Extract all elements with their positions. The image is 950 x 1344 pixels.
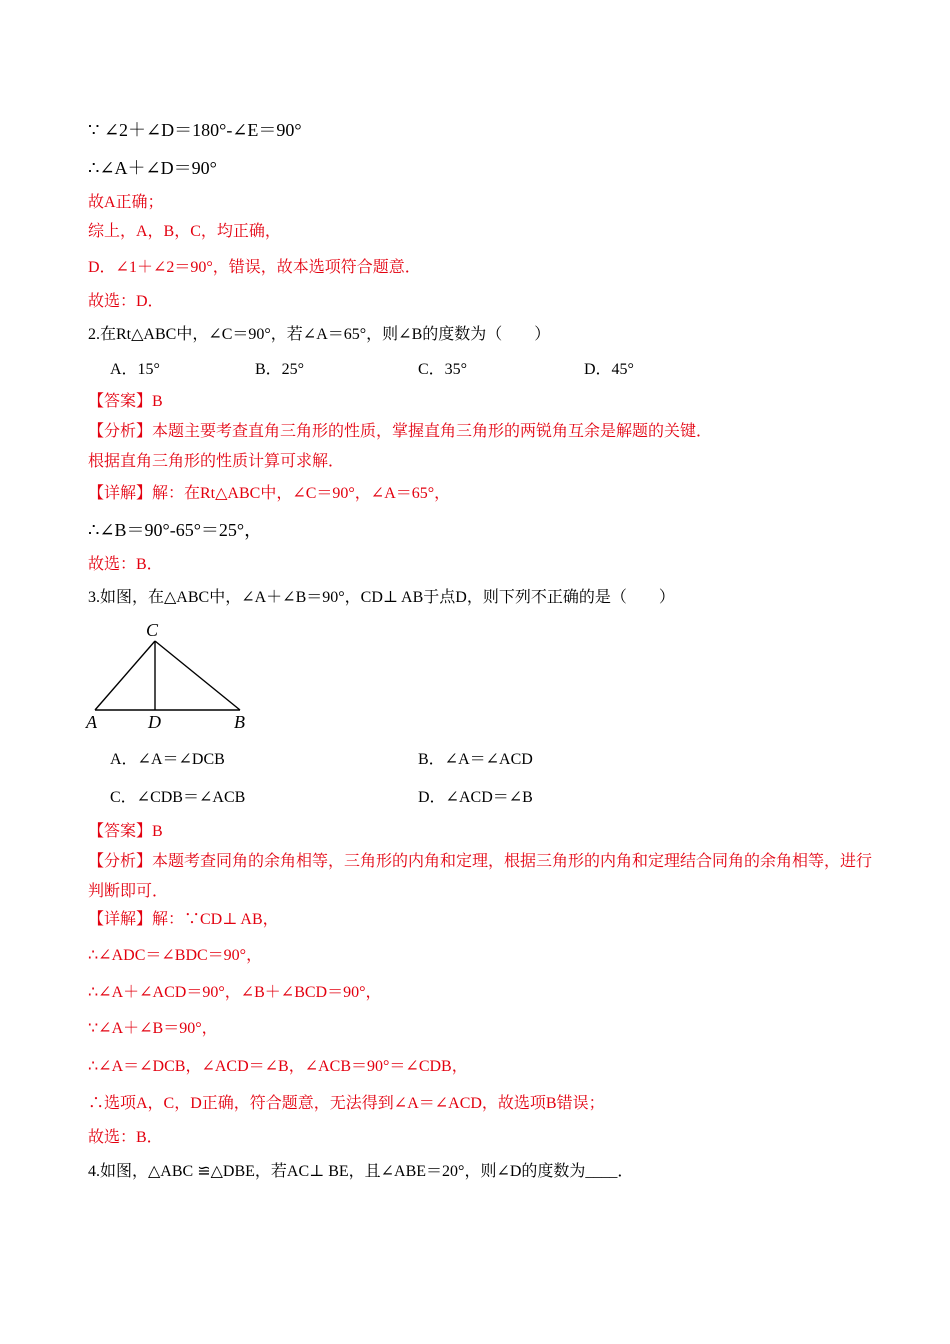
q3-detail-5: ∴∠A＝∠DCB，∠ACD＝∠B，∠ACB＝90°＝∠CDB，: [88, 1058, 468, 1075]
label-b: B: [234, 712, 245, 732]
q3-answer: 【答案】B: [88, 823, 163, 840]
q2-choose: 故选：B．: [88, 556, 163, 573]
side-cb: [155, 641, 240, 710]
label-d: D: [148, 712, 161, 732]
q3-detail-3: ∴∠A＋∠ACD＝90°，∠B＋∠BCD＝90°，: [88, 984, 382, 1001]
q2-answer: 【答案】B: [88, 393, 163, 410]
q2-detail: 【详解】解：在Rt△ABC中，∠C＝90°，∠A＝65°，: [88, 485, 451, 502]
q3-option-c: C．∠CDB＝∠ACB: [110, 789, 246, 806]
label-c: C: [146, 620, 159, 640]
q3-option-d: D．∠ACD＝∠B: [418, 789, 533, 806]
line-5: D．∠1＋∠2＝90°，错误，故本选项符合题意．: [88, 259, 421, 276]
q3-option-a: A．∠A＝∠DCB: [110, 751, 225, 768]
line-3: 故A正确；: [88, 194, 164, 211]
q3-detail-1: 【详解】解：∵CD⊥ AB，: [88, 911, 279, 928]
q3-detail-4: ∵∠A＋∠B＝90°，: [88, 1020, 218, 1037]
q3-stem: 3.如图，在△ABC中，∠A＋∠B＝90°，CD⊥ AB于点D，则下列不正确的是（ ）: [88, 589, 675, 606]
q2-option-c: C．35°: [418, 361, 468, 378]
q2-option-b: B．25°: [255, 361, 305, 378]
line-6: 故选：D．: [88, 293, 164, 310]
line-1: ∵ ∠2＋∠D＝180°-∠E＝90°: [88, 120, 302, 140]
q2-detail-2: ∴∠B＝90°-65°＝25°，: [88, 520, 263, 540]
q4-stem: 4.如图，△ABC ≌△DBE，若AC⊥ BE，且∠ABE＝20°，则∠D的度数为____．: [88, 1163, 634, 1180]
triangle-figure: [80, 615, 270, 735]
q3-analysis: 【分析】本题考查同角的余角相等，三角形的内角和定理，根据三角形的内角和定理结合同角的余角相等，进行判断即可．: [88, 853, 873, 900]
q3-detail-6: ∴选项A，C，D正确，符合题意，无法得到∠A＝∠ACD，故选项B错误；: [88, 1095, 605, 1112]
q3-choose: 故选：B．: [88, 1129, 163, 1146]
q2-stem: 2.在Rt△ABC中，∠C＝90°，若∠A＝65°，则∠B的度数为（ ）: [88, 326, 551, 343]
q3-option-b: B．∠A＝∠ACD: [418, 751, 533, 768]
q3-detail-2: ∴∠ADC＝∠BDC＝90°，: [88, 947, 263, 964]
q2-option-a: A．15°: [110, 361, 160, 378]
q2-analysis-2: 根据直角三角形的性质计算可求解．: [88, 453, 345, 470]
line-4: 综上，A，B，C，均正确，: [88, 223, 281, 240]
q2-analysis: 【分析】本题主要考查直角三角形的性质，掌握直角三角形的两锐角互余是解题的关键．: [88, 423, 713, 440]
q2-option-d: D．45°: [584, 361, 634, 378]
label-a: A: [86, 712, 97, 732]
line-2: ∴∠A＋∠D＝90°: [88, 158, 217, 178]
side-ac: [95, 641, 155, 710]
